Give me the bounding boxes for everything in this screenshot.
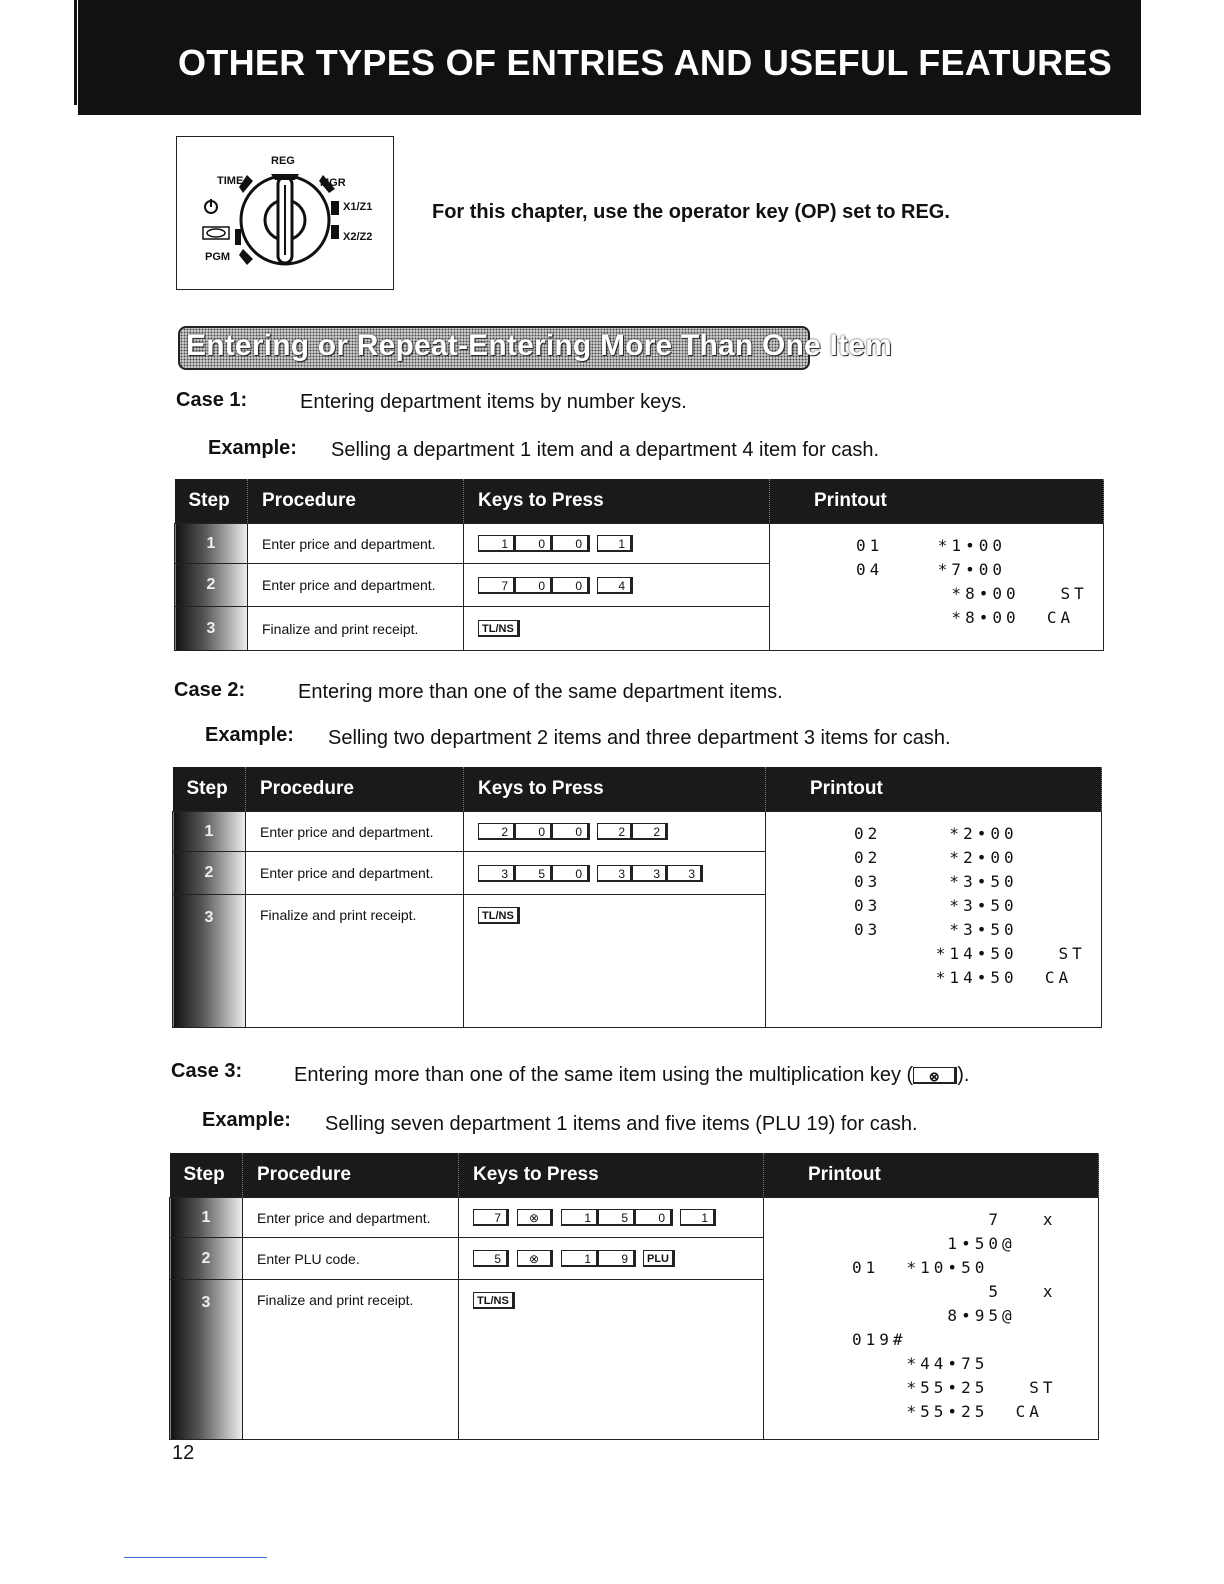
column-step: Step [173,767,246,812]
step-number: 2 [175,564,248,607]
printout-receipt [766,812,1102,1028]
page-title: OTHER TYPES OF ENTRIES AND USEFUL FEATURES [178,42,1113,83]
step-number: 1 [175,524,248,564]
page-number: 12 [172,1442,195,1464]
printout-receipt [764,1198,1099,1440]
tlns-key: TL/NS [473,1292,515,1309]
step-keys [464,852,766,895]
number-key: 0 [515,577,553,594]
step-procedure: Enter price and department. [248,524,464,564]
step-keys [464,607,770,651]
column-procedure: Procedure [246,767,464,812]
step-number: 3 [173,895,246,1028]
department-key: 2 [632,823,668,840]
printout-line: 03 *3•50 [854,896,1018,915]
printout-receipt [770,524,1104,651]
bottom-rule [124,1557,267,1558]
step-number: 3 [175,607,248,651]
printout-line: *8•00 ST [856,584,1088,603]
step-keys [464,524,770,564]
step-procedure: Finalize and print receipt. [248,607,464,651]
dial-label-x1z1: X1/Z1 [343,201,373,213]
printout-line: 04 *7•00 [856,560,1006,579]
section-title [178,326,892,370]
step-procedure: Enter price and department. [246,852,464,895]
plu-key: PLU [643,1250,675,1267]
step-procedure: Enter price and department. [246,812,464,852]
number-key: 1 [561,1209,599,1226]
dial-label-pgm: PGM [205,251,231,263]
printout-line: *55•25 CA [852,1402,1043,1421]
number-key: 0 [515,823,553,840]
section-title-text: Entering or Repeat-Entering More Than One Item [186,329,892,362]
column-keys: Keys to Press [464,479,770,524]
case-3-text-end: ). [957,1064,970,1086]
printout-line: 03 *3•50 [854,872,1018,891]
case-3-label: Case 3: [171,1060,243,1082]
tlns-key: TL/NS [478,907,520,924]
number-key: 2 [478,823,516,840]
step-keys [459,1198,764,1238]
printout-line: *44•75 [852,1354,989,1373]
step-keys [464,812,766,852]
column-keys: Keys to Press [459,1153,764,1198]
number-key: 5 [598,1209,636,1226]
step-procedure: Enter price and department. [248,564,464,607]
case-1-label: Case 1: [176,389,248,411]
step-number: 2 [170,1238,243,1280]
column-printout: Printout [764,1153,1099,1198]
dial-label-reg: REG [271,155,295,167]
step-procedure: Enter PLU code. [243,1238,459,1280]
dial-label-mgr: MGR [320,177,346,189]
number-key: 0 [552,535,590,552]
number-key: 1 [478,535,516,552]
case-2-example-text: Selling two department 2 items and three department 3 items for cash. [328,727,951,749]
number-key: 5 [515,865,553,882]
step-keys [459,1280,764,1440]
printout-line: *14•50 ST [854,944,1086,963]
printout-line: 01 *1•00 [856,536,1006,555]
printout-line: 02 *2•00 [854,848,1018,867]
number-key: 5 [473,1250,509,1267]
case-1-text: Entering department items by number keys. [300,391,687,413]
case-2-text: Entering more than one of the same department items. [298,681,783,703]
header-rule [74,0,77,105]
printout-line: 8•95@ [852,1306,1016,1325]
case-3-table [169,1153,1099,1440]
step-procedure: Enter price and department. [243,1198,459,1238]
case-3-text: Entering more than one of the same item using the multiplication key ( [294,1064,914,1086]
number-key: 9 [598,1250,636,1267]
step-procedure: Finalize and print receipt. [243,1280,459,1440]
step-number: 2 [173,852,246,895]
column-printout: Printout [770,479,1104,524]
dial-label-x2z2: X2/Z2 [343,231,373,243]
dial-label-time: TIME [217,175,244,187]
multiplication-key-icon: ⊗ [913,1067,957,1084]
column-keys: Keys to Press [464,767,766,812]
number-key: 7 [478,577,516,594]
column-procedure: Procedure [243,1153,459,1198]
printout-line: 1•50@ [852,1234,1016,1253]
case-3-text-line [294,1064,969,1087]
printout-line: 03 *3•50 [854,920,1018,939]
column-procedure: Procedure [248,479,464,524]
number-key: 0 [515,535,553,552]
printout-line: *14•50 CA [854,968,1073,987]
mode-dial-diagram [176,136,394,290]
column-printout: Printout [766,767,1102,812]
printout-line: 019# [852,1330,907,1349]
department-key: 1 [597,535,633,552]
operator-key-instruction: For this chapter, use the operator key (OP) set to REG. [432,201,950,223]
department-key: 3 [597,865,633,882]
printout-line: *8•00 CA [856,608,1075,627]
case-1-example-label: Example: [208,437,297,459]
column-step: Step [170,1153,243,1198]
step-number: 1 [173,812,246,852]
printout-line: *55•25 ST [852,1378,1057,1397]
number-key: 7 [473,1209,509,1226]
number-key: 3 [478,865,516,882]
number-key: 0 [552,823,590,840]
department-key: 3 [667,865,703,882]
case-1-table [174,479,1104,651]
case-2-table [172,767,1102,1028]
case-1-example-text: Selling a department 1 item and a department 4 item for cash. [331,439,880,461]
step-procedure: Finalize and print receipt. [246,895,464,1028]
department-key: 4 [597,577,633,594]
tlns-key: TL/NS [478,620,520,637]
department-key: 1 [680,1209,716,1226]
step-number: 3 [170,1280,243,1440]
case-2-label: Case 2: [174,679,246,701]
step-keys [464,564,770,607]
printout-line: 02 *2•00 [854,824,1018,843]
number-key: 0 [552,577,590,594]
case-3-example-text: Selling seven department 1 items and five items (PLU 19) for cash. [325,1113,918,1135]
step-number: 1 [170,1198,243,1238]
step-keys [459,1238,764,1280]
number-key: 1 [561,1250,599,1267]
number-key: 0 [635,1209,673,1226]
case-2-example-label: Example: [205,724,294,746]
printout-line: 7 x [852,1210,1057,1229]
case-3-example-label: Example: [202,1109,291,1131]
multiplication-key: ⊗ [517,1209,553,1226]
department-key: 2 [597,823,633,840]
multiplication-key: ⊗ [517,1250,553,1267]
printout-line: 5 x [852,1282,1057,1301]
printout-line: 01 *10•50 [852,1258,989,1277]
step-keys [464,895,766,1028]
department-key: 3 [632,865,668,882]
column-step: Step [175,479,248,524]
number-key: 0 [552,865,590,882]
